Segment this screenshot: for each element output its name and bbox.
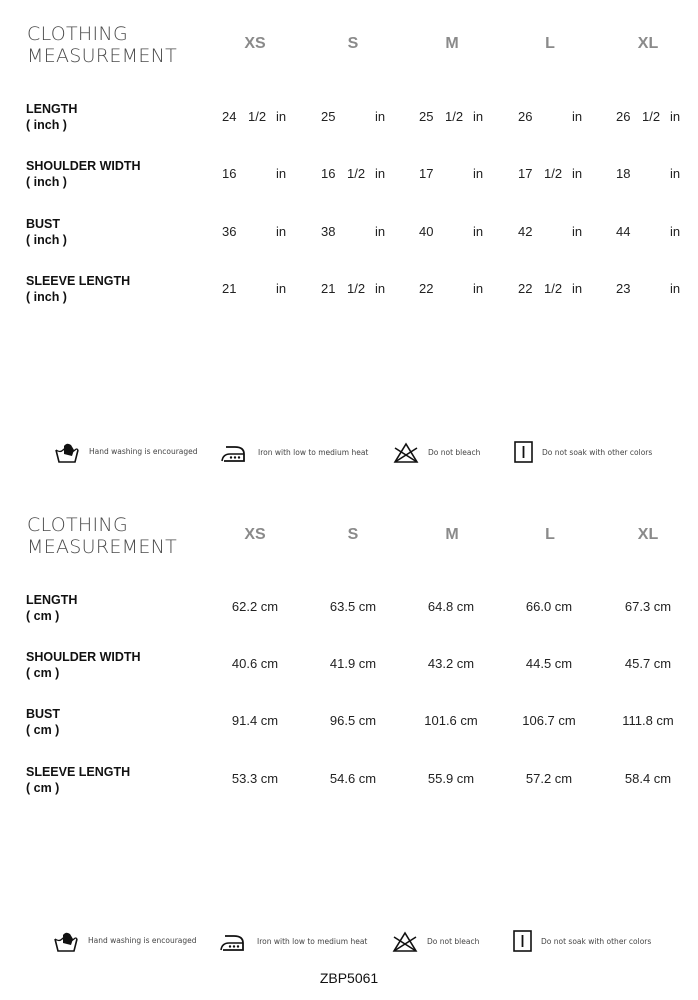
unit-suffix: in: [473, 109, 484, 124]
product-code: ZBP5061: [319, 970, 379, 986]
row-label-text: SHOULDER WIDTH: [26, 650, 141, 664]
size-header: L: [545, 35, 555, 52]
measure-value: 22: [419, 281, 434, 296]
measure-value: 66.0 cm: [525, 599, 573, 614]
care-text: Hand washing is encouraged: [89, 447, 198, 456]
measure-value: 106.7 cm: [522, 713, 576, 728]
care-text: Do not soak with other colors: [542, 448, 653, 457]
size-header: S: [347, 35, 359, 52]
row-label-unit: ( inch ): [26, 175, 67, 189]
unit-suffix: in: [670, 281, 681, 296]
row-label-unit: ( cm ): [26, 666, 60, 680]
measure-value: 54.6 cm: [329, 771, 377, 786]
no-bleach-icon: [392, 931, 418, 953]
row-label-unit: ( cm ): [26, 723, 60, 737]
measure-value: 16: [321, 166, 336, 181]
measure-fraction: 1/2: [248, 109, 267, 124]
measure-fraction: 1/2: [544, 281, 563, 296]
measure-value: 21: [321, 281, 336, 296]
measure-value: 64.8 cm: [427, 599, 475, 614]
measure-value: 53.3 cm: [231, 771, 279, 786]
size-header: L: [545, 526, 555, 543]
title-line-1: CLOTHING: [27, 514, 128, 536]
row-label-text: SHOULDER WIDTH: [26, 159, 141, 173]
do-not-soak-icon: [510, 441, 536, 463]
care-instructions: [0, 927, 698, 957]
unit-suffix: in: [670, 166, 681, 181]
size-header: XS: [244, 526, 266, 543]
measure-value: 63.5 cm: [329, 599, 377, 614]
size-header: M: [445, 35, 459, 52]
measure-value: 96.5 cm: [329, 713, 377, 728]
measure-fraction: 1/2: [347, 281, 366, 296]
measure-value: 57.2 cm: [525, 771, 573, 786]
unit-suffix: in: [572, 109, 583, 124]
measure-value: 26: [616, 109, 631, 124]
unit-suffix: in: [375, 166, 386, 181]
measure-value: 18: [616, 166, 631, 181]
unit-suffix: in: [375, 109, 386, 124]
row-label: [26, 592, 77, 624]
row-label-unit: ( inch ): [26, 290, 67, 304]
unit-suffix: in: [572, 166, 583, 181]
no-bleach-icon: [393, 442, 419, 464]
measure-value: 44: [616, 224, 631, 239]
unit-suffix: in: [473, 281, 484, 296]
unit-suffix: in: [473, 166, 484, 181]
measure-value: 42: [518, 224, 533, 239]
unit-suffix: in: [375, 224, 386, 239]
measure-value: 41.9 cm: [329, 656, 377, 671]
care-text: Hand washing is encouraged: [88, 936, 197, 945]
row-label: [26, 706, 60, 738]
do-not-soak-icon: [509, 930, 535, 952]
hand-wash-icon: [53, 931, 79, 953]
measure-value: 40.6 cm: [231, 656, 279, 671]
unit-suffix: in: [670, 224, 681, 239]
measure-value: 101.6 cm: [424, 713, 478, 728]
unit-suffix: in: [473, 224, 484, 239]
measure-value: 24: [222, 109, 237, 124]
row-label-text: BUST: [26, 707, 61, 721]
measure-value: 44.5 cm: [525, 656, 573, 671]
size-header: XL: [637, 35, 659, 52]
size-header: M: [445, 526, 459, 543]
iron-icon: [219, 932, 245, 954]
care-text: Do not soak with other colors: [541, 937, 652, 946]
measure-value: 25: [321, 109, 336, 124]
measure-value: 26: [518, 109, 533, 124]
row-label-unit: ( cm ): [26, 609, 60, 623]
care-text: Do not bleach: [427, 937, 480, 946]
measure-value: 40: [419, 224, 434, 239]
measure-fraction: 1/2: [544, 166, 563, 181]
unit-suffix: in: [276, 224, 287, 239]
row-label: [26, 649, 141, 681]
iron-icon: [220, 443, 246, 465]
row-label-text: SLEEVE LENGTH: [26, 765, 131, 779]
measure-value: 17: [419, 166, 434, 181]
row-label: [26, 273, 130, 305]
row-label-unit: ( cm ): [26, 781, 60, 795]
row-label-unit: ( inch ): [26, 118, 67, 132]
unit-suffix: in: [572, 224, 583, 239]
measure-value: 23: [616, 281, 631, 296]
row-label-text: LENGTH: [26, 593, 78, 607]
measure-value: 16: [222, 166, 237, 181]
unit-suffix: in: [670, 109, 681, 124]
title-line-2: MEASUREMENT: [27, 536, 178, 558]
measure-value: 45.7 cm: [624, 656, 672, 671]
title-line-2: MEASUREMENT: [27, 45, 178, 67]
measure-fraction: 1/2: [642, 109, 661, 124]
measure-value: 43.2 cm: [427, 656, 475, 671]
measure-value: 36: [222, 224, 237, 239]
measure-value: 58.4 cm: [624, 771, 672, 786]
row-label-text: BUST: [26, 217, 61, 231]
row-label-text: SLEEVE LENGTH: [26, 274, 131, 288]
measure-value: 38: [321, 224, 336, 239]
unit-suffix: in: [276, 281, 287, 296]
measure-value: 17: [518, 166, 533, 181]
measure-fraction: 1/2: [445, 109, 464, 124]
measure-value: 91.4 cm: [231, 713, 279, 728]
measure-value: 21: [222, 281, 237, 296]
row-label: [26, 764, 130, 796]
row-label-unit: ( inch ): [26, 233, 67, 247]
unit-suffix: in: [276, 109, 287, 124]
size-header: XS: [244, 35, 266, 52]
measure-value: 22: [518, 281, 533, 296]
care-text: Iron with low to medium heat: [257, 937, 368, 946]
row-label-text: LENGTH: [26, 102, 78, 116]
care-instructions: [0, 438, 698, 468]
unit-suffix: in: [276, 166, 287, 181]
measure-value: 62.2 cm: [231, 599, 279, 614]
unit-suffix: in: [375, 281, 386, 296]
measure-value: 67.3 cm: [624, 599, 672, 614]
row-label: [26, 101, 77, 133]
row-label: [26, 216, 67, 248]
measure-value: 55.9 cm: [427, 771, 475, 786]
measure-value: 111.8 cm: [622, 713, 674, 728]
measure-value: 25: [419, 109, 434, 124]
care-text: Iron with low to medium heat: [258, 448, 369, 457]
care-text: Do not bleach: [428, 448, 481, 457]
size-header: S: [347, 526, 359, 543]
hand-wash-icon: [54, 442, 80, 464]
row-label: [26, 158, 141, 190]
measure-fraction: 1/2: [347, 166, 366, 181]
unit-suffix: in: [572, 281, 583, 296]
title-line-1: CLOTHING: [27, 23, 128, 45]
size-header: XL: [637, 526, 659, 543]
